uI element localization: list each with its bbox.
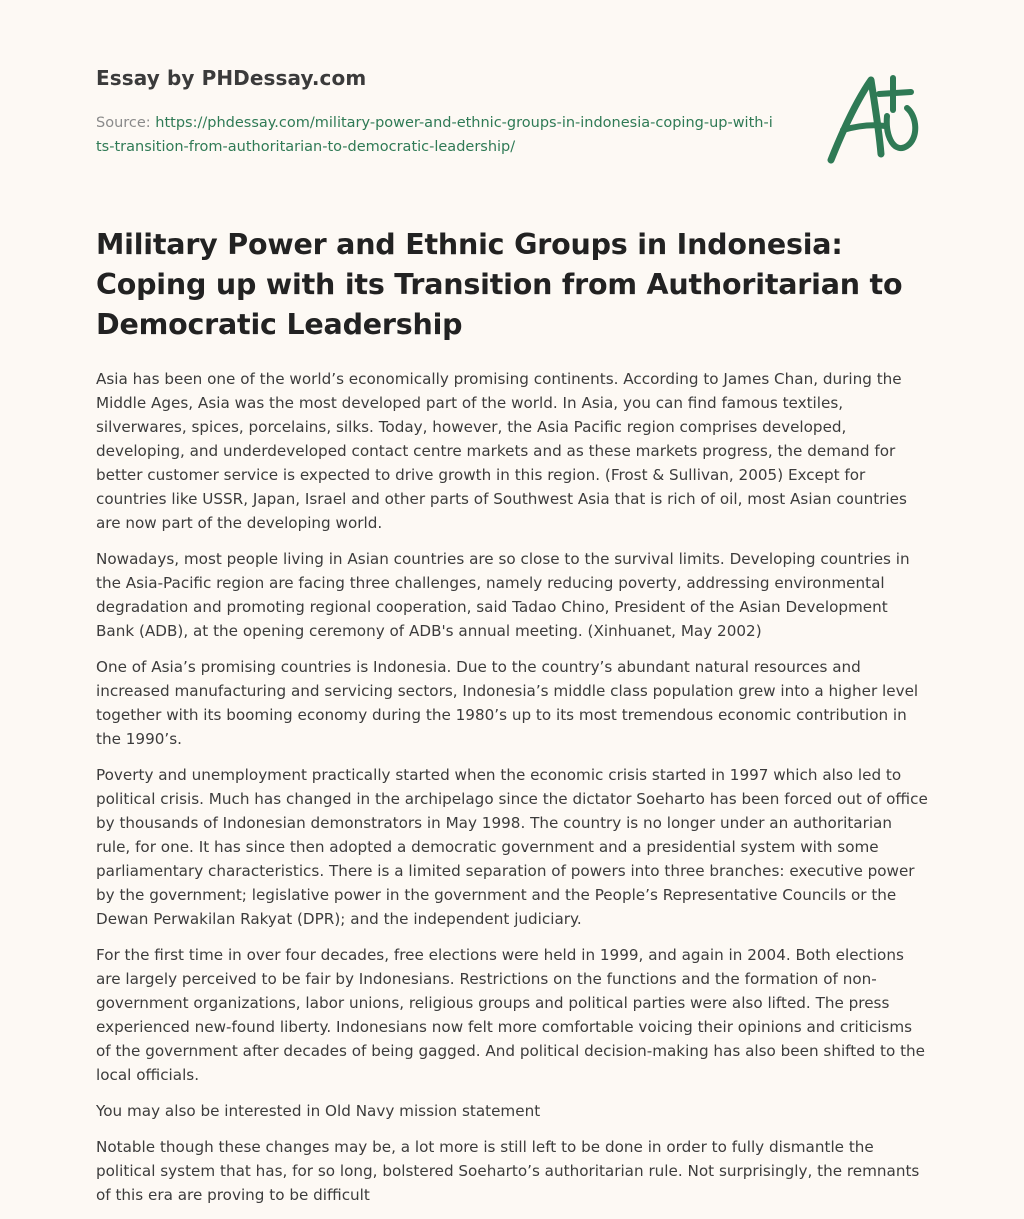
related-essay <box>96 1099 930 1123</box>
a-plus-logo <box>821 68 931 168</box>
essay-page <box>96 0 930 1219</box>
article-body <box>96 367 930 1207</box>
site-title: Essay by PHDessay.com <box>96 66 367 90</box>
paragraph: For the first time in over four decades, free elections were held in 1999, and again in 2004. Both elections are largely perceived to be fair by Indonesians. Restrictions on the functions and the formation of non-government organizations, labor unions, religious groups and political parties were also lifted. The press experienced new-found liberty. Indonesians now felt more comfortable voicing their opinions and criticisms of the government after decades of being gagged. And political decision-making has also been shifted to the local officials. <box>96 946 926 1084</box>
paragraph: One of Asia’s promising countries is Indonesia. Due to the country’s abundant natural resources and increased manufacturing and servicing sectors, Indonesia’s middle class population grew into a higher level together with its booming economy during the 1980’s up to its most tremendous economic contribution in the 1990’s. <box>96 658 919 748</box>
article-title: Military Power and Ethnic Groups in Indonesia: Coping up with its Transition from Authoritarian to Democratic Leadership <box>96 228 903 341</box>
related-link[interactable]: Old Navy mission statement <box>325 1102 541 1120</box>
source-line <box>96 111 776 159</box>
page-header <box>96 0 930 200</box>
source-label: Source: <box>96 115 156 131</box>
paragraph: Poverty and unemployment practically started when the economic crisis started in 1997 which also led to political crisis. Much has changed in the archipelago since the dictator Soeharto has been forced out of office by thousands of Indonesian demonstrators in May 1998. The country is no longer under an authoritarian rule, for one. It has since then adopted a democratic government and a presidential system with some parliamentary characteristics. There is a limited separation of powers into three branches: executive power by the government; legislative power in the government and the People’s Representative Councils or the Dewan Perwakilan Rakyat (DPR); and the independent judiciary. <box>96 766 928 928</box>
paragraph: Asia has been one of the world’s economically promising continents. According to James Chan, during the Middle Ages, Asia was the most developed part of the world. In Asia, you can find famous textiles, silverwares, spices, porcelains, silks. Today, however, the Asia Pacific region comprises developed, developing, and underdeveloped contact centre markets and as these markets progress, the demand for better customer service is expected to drive growth in this region. (Frost & Sullivan, 2005) Except for countries like USSR, Japan, Israel and other parts of Southwest Asia that is rich of oil, most Asian countries are now part of the developing world. <box>96 370 907 532</box>
paragraph: Notable though these changes may be, a lot more is still left to be done in order to fully dismantle the political system that has, for so long, bolstered Soeharto’s authoritarian rule. Not surprisingly, the remnants of this era are proving to be difficult <box>96 1138 920 1204</box>
related-prefix: You may also be interested in <box>96 1102 326 1120</box>
paragraph: Nowadays, most people living in Asian countries are so close to the survival limits. Developing countries in the Asia-Pacific region are facing three challenges, namely reducing poverty, addressing environmental degradation and promoting regional cooperation, said Tadao Chino, President of the Asian Development Bank (ADB), at the opening ceremony of ADB's annual meeting. (Xinhuanet, May 2002) <box>96 550 910 640</box>
source-link[interactable]: https://phdessay.com/military-power-and-ethnic-groups-in-indonesia-coping-up-with-its-transition-from-authoritarian-to-democratic-leadership/ <box>96 115 773 155</box>
